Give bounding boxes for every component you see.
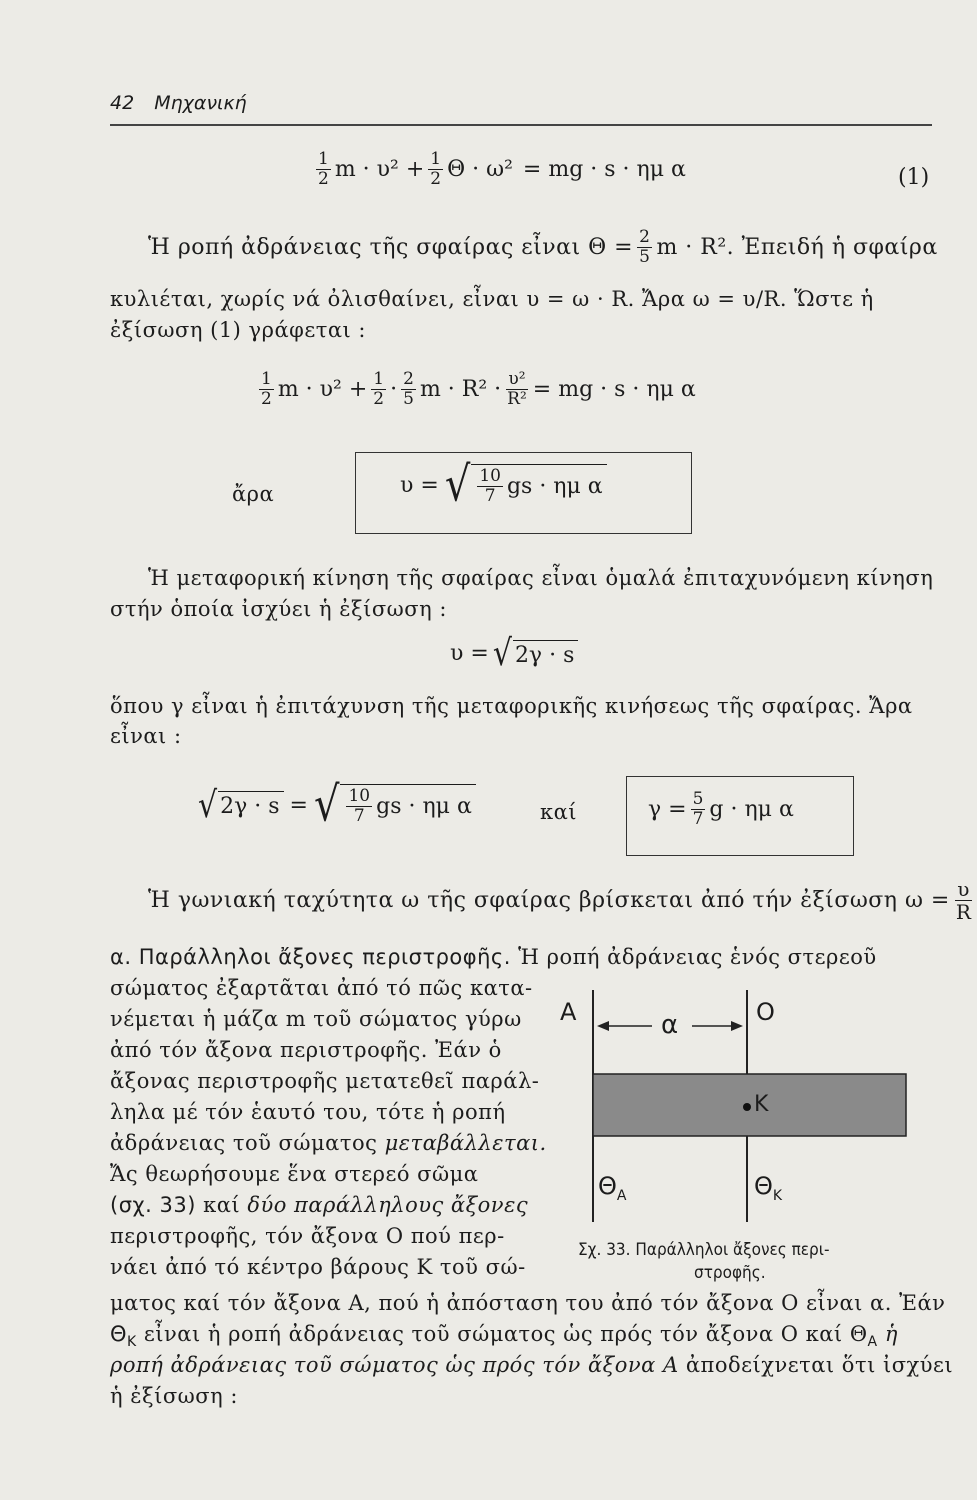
- page-number: 42: [110, 92, 135, 114]
- equation-number: (1): [898, 165, 930, 190]
- section-line: περιστροφῆς, τόν ἄξονα Ο πού περ-: [110, 1224, 505, 1248]
- section-line: σώματος ἐξαρτᾶται ἀπό τό πῶς κατα-: [110, 976, 533, 1000]
- section-line: (σχ. 33) καί δύο παράλληλους ἄξονες: [110, 1193, 529, 1217]
- center-of-mass-dot: [743, 1103, 751, 1111]
- section-line: $\Theta_K$ εἶναι ἡ ροπή ἀδράνειας τοῦ σώματος ὡς πρός τόν ἄξονα Ο καί $\Theta_A$ ἡ: [110, 1322, 898, 1351]
- label-theta-a: $\Theta_A$: [598, 1172, 627, 1204]
- section-line: ἄξονας περιστροφῆς μετατεθεῖ παράλ-: [110, 1069, 540, 1093]
- fraction-half: $\frac{1}{2}$: [430, 149, 442, 189]
- section-line: ἀδράνειας τοῦ σώματος μεταβάλλεται.: [110, 1131, 547, 1155]
- para3-line2: εἶναι :: [110, 724, 182, 748]
- arrow-right-icon: [731, 1021, 743, 1031]
- kai-word: καί: [540, 800, 578, 824]
- label-k: K: [754, 1092, 769, 1117]
- figure-caption-line2: στροφῆς.: [694, 1263, 766, 1283]
- para2-line2: στήν ὁποία ἰσχύει ἡ ἐξίσωση :: [110, 597, 447, 621]
- label-o: O: [756, 998, 775, 1026]
- figure-caption-line1: Σχ. 33. Παράλληλοι ἄξονες περι-: [578, 1240, 830, 1260]
- section-first-line: α. Παράλληλοι ἄξονες περιστροφῆς. Ἡ ροπή ἀδράνειας ἑνός στερεοῦ: [110, 945, 877, 969]
- label-theta-k: $\Theta_K$: [754, 1172, 783, 1204]
- para1-line2: κυλιέται, χωρίς νά ὀλισθαίνει, εἶναι υ = ω · R. Ἄρα ω = υ/R. Ὥστε ἡ: [110, 287, 874, 311]
- equation-1: $\frac{1}{2}$ m · υ² + $\frac{1}{2}$ Θ · ω² = mg · s · ημ α: [318, 149, 686, 189]
- label-alpha: α: [661, 1010, 679, 1040]
- arrow-left-icon: [597, 1021, 609, 1031]
- equation-3: υ = √ $\frac{10}{7}$ gs · ημ α: [400, 462, 607, 508]
- section-line: ματος καί τόν ἄξονα Α, πού ἡ ἀπόσταση του ἀπό τόν ἄξονα Ο εἶναι α. Ἐάν: [110, 1291, 946, 1315]
- section-title: α. Παράλληλοι ἄξονες περιστροφῆς.: [110, 945, 511, 969]
- section-line: Ἄς θεωρήσουμε ἕνα στερεό σῶμα: [110, 1162, 479, 1186]
- equation-5-left: √ 2γ · s = √ $\frac{10}{7}$ gs · ημ α: [198, 782, 476, 828]
- section-line: νάει ἀπό τό κέντρο βάρους Κ τοῦ σώ-: [110, 1255, 526, 1279]
- ara-label: ἄρα: [232, 482, 275, 506]
- figure-33: [560, 990, 920, 1222]
- equation-4: υ = √ 2γ · s: [450, 636, 578, 671]
- page-header: [110, 92, 247, 114]
- para2-line1: Ἡ μεταφορική κίνηση τῆς σφαίρας εἶναι ὁμαλά ἐπιταχυνόμενη κίνηση: [148, 566, 934, 590]
- header-rule: [110, 124, 932, 126]
- equation-2: $\frac{1}{2}$ m · υ² + $\frac{1}{2}$ · $\frac{2}{5}$ m · R² · $\frac{\text{υ²}}{\text{R²}}$ = mg · s · ημ α: [261, 369, 696, 409]
- eq1-rhs: = mg · s · ημ α: [522, 156, 686, 182]
- fraction-half: $\frac{1}{2}$: [318, 149, 329, 189]
- label-a: A: [560, 998, 577, 1026]
- para1-line3: ἐξίσωση (1) γράφεται :: [110, 318, 366, 342]
- section-line: ληλα μέ τόν ἑαυτό του, τότε ἡ ροπή: [110, 1100, 506, 1124]
- chapter-title: Μηχανική: [154, 92, 247, 114]
- para4-line1: Ἡ γωνιακή ταχύτητα ω τῆς σφαίρας βρίσκεται ἀπό τήν ἐξίσωση ω = $\frac{\upsilon}{R}$: [148, 877, 972, 924]
- section-line: ἀπό τόν ἄξονα περιστροφῆς. Ἐάν ὁ: [110, 1038, 502, 1062]
- para1-line1: Ἡ ροπή ἀδράνειας τῆς σφαίρας εἶναι Θ = $\frac{2}{5}$ m · R². Ἐπειδή ἡ σφαίρα: [148, 227, 938, 267]
- para3-line1: ὅπου γ εἶναι ἡ ἐπιτάχυνση τῆς μεταφορικῆς κινήσεως τῆς σφαίρας. Ἄρα: [110, 694, 913, 718]
- section-line: νέμεται ἡ μάζα m τοῦ σώματος γύρω: [110, 1007, 522, 1031]
- section-line: ἡ ἐξίσωση :: [110, 1384, 238, 1408]
- equation-5-gamma: γ = $\frac{5}{7}$ g · ημ α: [648, 789, 794, 829]
- section-line: ροπή ἀδράνειας τοῦ σώματος ὡς πρός τόν ἄξονα Α ἀποδείχνεται ὅτι ἰσχύει: [110, 1353, 954, 1377]
